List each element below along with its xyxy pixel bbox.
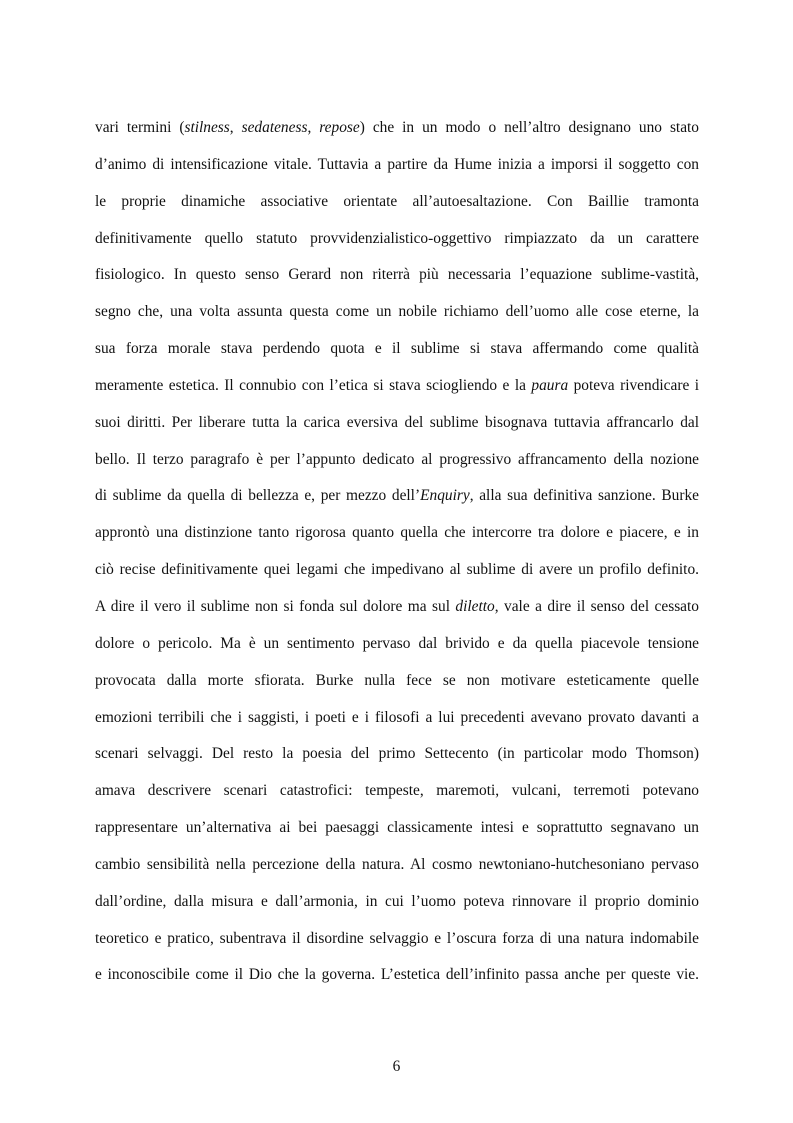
text-run: ciò recise definitivamente quei legami che impedivano al sublime di avere un profilo definito. xyxy=(95,561,699,579)
text-run: fisiologico. In questo senso Gerard non riterrà più necessaria l’equazione sublime-vastità, xyxy=(95,266,699,284)
text-run: ) che in un modo o nell’altro designano uno stato xyxy=(359,119,699,136)
text-run: sua forza morale stava perdendo quota e il sublime si stava affermando come qualità xyxy=(95,340,699,358)
text-line xyxy=(95,700,699,737)
text-line xyxy=(95,626,699,663)
text-run: dall’ordine, dalla misura e dall’armonia, in cui l’uomo poteva rinnovare il proprio dominio xyxy=(95,892,699,910)
text-line xyxy=(95,589,699,626)
text-line xyxy=(95,110,699,147)
text-run: cambio sensibilità nella percezione della natura. Al cosmo newtoniano-hutchesoniano pervaso xyxy=(95,855,699,873)
text-run: segno che, una volta assunta questa come un nobile richiamo dell’uomo alle cose eterne, la xyxy=(95,303,699,321)
text-line xyxy=(95,515,699,552)
text-line xyxy=(95,331,699,368)
text-run: dolore o pericolo. Ma è un sentimento pervaso dal brivido e da quella piacevole tensione xyxy=(95,634,699,652)
text-run: , xyxy=(307,119,320,136)
text-run: A dire il vero il sublime non si fonda sul dolore ma sul xyxy=(95,597,456,615)
text-run: e inconoscibile come il Dio che la governa. L’estetica dell’infinito passa anche per queste vie. xyxy=(95,966,699,984)
italic-term: sedateness xyxy=(241,119,308,136)
italic-term: diletto xyxy=(455,597,495,615)
text-run: rappresentare un’alternativa ai bei paesaggi classicamente intesi e soprattutto segnavano un xyxy=(95,819,699,837)
text-run: , alla sua definitiva sanzione. Burke xyxy=(469,487,699,505)
text-run: emozioni terribili che i saggisti, i poeti e i filosofi a lui precedenti avevano provato davanti a xyxy=(95,708,699,726)
text-run: suoi diritti. Per liberare tutta la carica eversiva del sublime bisognava tuttavia affrancarlo dal xyxy=(95,413,699,431)
text-line xyxy=(95,184,699,221)
italic-term: repose xyxy=(319,119,360,136)
text-run: approntò una distinzione tanto rigorosa quanto quella che intercorre tra dolore e piacere, e in xyxy=(95,524,699,542)
italic-term: Enquiry xyxy=(420,487,470,505)
text-line xyxy=(95,147,699,184)
text-line xyxy=(95,478,699,515)
italic-term: paura xyxy=(531,376,569,394)
text-run: , vale a dire il senso del cessato xyxy=(494,597,699,615)
page-number: 6 xyxy=(392,1058,401,1075)
text-run: d’animo di intensificazione vitale. Tuttavia a partire da Hume inizia a imporsi il soggetto con xyxy=(95,155,699,173)
body-paragraph xyxy=(95,110,699,994)
text-line xyxy=(95,847,699,884)
text-line xyxy=(95,442,699,479)
text-run: le proprie dinamiche associative orientate all’autoesaltazione. Con Baillie tramonta xyxy=(95,192,699,210)
text-run: teoretico e pratico, subentrava il disordine selvaggio e l’oscura forza di una natura indomabile xyxy=(95,929,699,947)
text-line xyxy=(95,736,699,773)
text-line xyxy=(95,405,699,442)
text-run: definitivamente quello statuto provvidenzialistico-oggettivo rimpiazzato da un carattere xyxy=(95,229,699,247)
text-run: amava descrivere scenari catastrofici: tempeste, maremoti, vulcani, terremoti potevano xyxy=(95,782,699,800)
text-line xyxy=(95,294,699,331)
text-run: , xyxy=(229,119,242,136)
text-run: vari termini ( xyxy=(95,119,185,136)
text-line xyxy=(95,368,699,405)
text-line xyxy=(95,957,699,994)
text-line xyxy=(95,773,699,810)
italic-term: stilness xyxy=(184,119,230,136)
text-line xyxy=(95,884,699,921)
text-run: provocata dalla morte sfiorata. Burke nulla fece se non motivare esteticamente quelle xyxy=(95,671,699,689)
text-line xyxy=(95,921,699,958)
text-line xyxy=(95,810,699,847)
text-line xyxy=(95,663,699,700)
text-run: scenari selvaggi. Del resto la poesia del primo Settecento (in particolar modo Thomson) xyxy=(95,745,699,763)
text-line xyxy=(95,552,699,589)
text-run: poteva rivendicare i xyxy=(568,376,699,394)
text-line xyxy=(95,221,699,258)
text-line xyxy=(95,257,699,294)
text-run: meramente estetica. Il connubio con l’etica si stava sciogliendo e la xyxy=(95,376,532,394)
text-run: bello. Il terzo paragrafo è per l’appunto dedicato al progressivo affrancamento della nozione xyxy=(95,450,699,468)
text-run: di sublime da quella di bellezza e, per mezzo dell’ xyxy=(95,487,421,505)
